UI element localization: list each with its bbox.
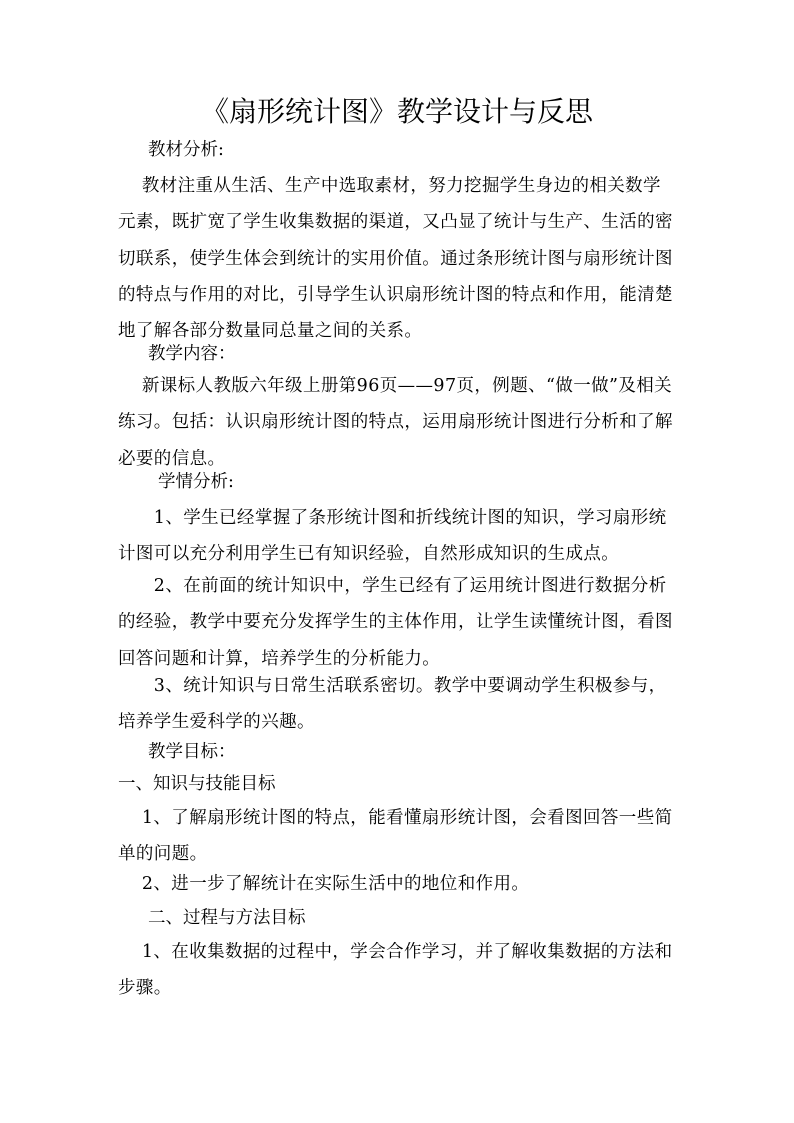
section-heading-student: 学情分析: — [158, 472, 234, 492]
student-point-3: 3、统计知识与日常生活联系密切。教学中要调动学生积极参与，培养学生爱科学的兴趣。 — [118, 676, 667, 733]
material-paragraph: 教材注重从生活、生产中选取素材，努力挖掘学生身边的相关数学元素，既扩宽了学生收集数据的渠道，又凸显了统计与生产、生活的密切联系，使学生体会到统计的实用价值。通过条形统计图与扇形统计图的特点与作用的对比，引导学生认识扇形统计图的特点和作用，能清楚地了解各部分数量同总量之间的关系。 — [118, 176, 673, 342]
section-heading-goal: 教学目标： — [148, 742, 236, 762]
document-title: 《扇形统计图》教学设计与反思 — [200, 95, 593, 128]
student-point-1: 1、学生已经掌握了条形统计图和折线统计图的知识，学习扇形统计图可以充分利用学生已有知识经验，自然形成知识的生成点。 — [118, 508, 667, 565]
goal-2-heading: 二、过程与方法目标 — [148, 908, 306, 928]
section-heading-content: 教学内容： — [148, 344, 236, 364]
goal-1-point-1: 1、了解扇形统计图的特点，能看懂扇形统计图，会看图回答一些简单的问题。 — [118, 808, 673, 865]
content-paragraph: 新课标人教版六年级上册第96页——97页，例题、“做一做”及相关练习。包括：认识扇形统计图的特点，运用扇形统计图进行分析和了解必要的信息。 — [118, 376, 673, 469]
section-heading-material: 教材分析: — [148, 140, 224, 160]
student-point-2: 2、在前面的统计知识中，学生已经有了运用统计图进行数据分析的经验，教学中要充分发挥学生的主体作用，让学生读懂统计图，看图回答问题和计算，培养学生的分析能力。 — [118, 576, 673, 669]
goal-1-point-2: 2、进一步了解统计在实际生活中的地位和作用。 — [118, 874, 530, 894]
goal-2-point-1: 1、在收集数据的过程中，学会合作学习，并了解收集数据的方法和步骤。 — [118, 942, 673, 999]
goal-1-heading: 一、知识与技能目标 — [118, 774, 276, 794]
